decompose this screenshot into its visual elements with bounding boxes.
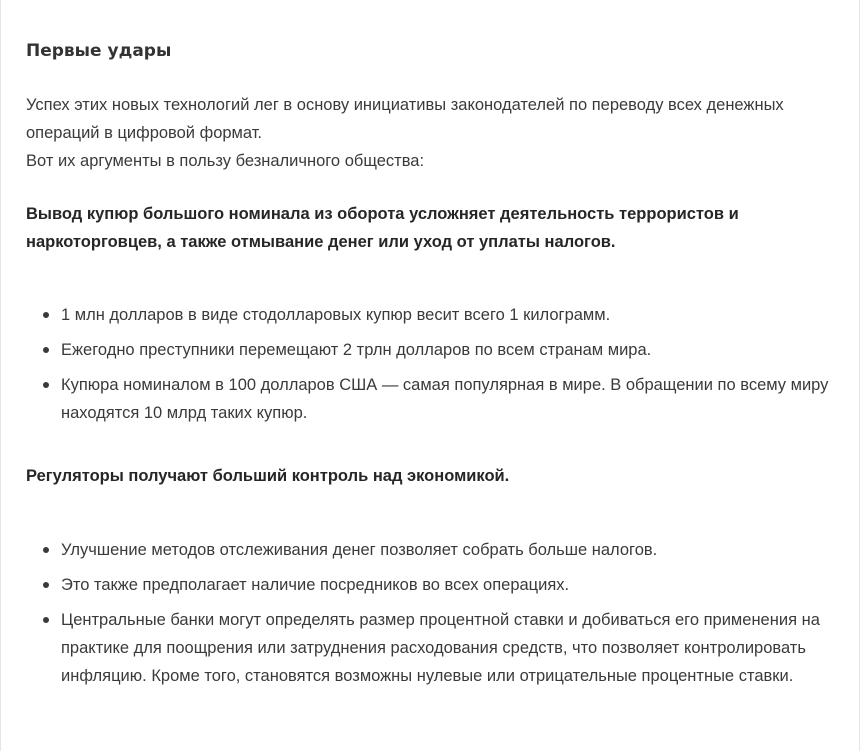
bullet-icon bbox=[43, 312, 49, 318]
list-item-text: Центральные банки могут определять размер процентной ставки и добиваться его применения на практике для поощрения или затруднения расходования средств, что позволяет контролировать инфляцию. Кроме того, становятся возможны нулевые или отрицательные процентные ставки. bbox=[61, 611, 820, 685]
argument-2-list bbox=[26, 536, 841, 690]
list-item bbox=[26, 301, 841, 329]
list-item-text: Улучшение методов отслеживания денег позволяет собрать больше налогов. bbox=[61, 541, 658, 559]
list-item bbox=[26, 336, 841, 364]
list-item-text: Это также предполагает наличие посредников во всех операциях. bbox=[61, 576, 570, 594]
argument-1-list bbox=[26, 301, 841, 427]
argument-2-title: Регуляторы получают больший контроль над экономикой. bbox=[26, 467, 510, 485]
bullet-icon bbox=[43, 347, 49, 353]
list-item bbox=[26, 571, 841, 599]
bullet-icon bbox=[43, 617, 49, 623]
bullet-icon bbox=[43, 382, 49, 388]
intro-paragraph bbox=[26, 91, 841, 175]
section-heading: Первые удары bbox=[26, 41, 172, 61]
argument-1-title: Вывод купюр большого номинала из оборота усложняет деятельность террористов и наркоторговцев, а также отмывание денег или уход от уплаты налогов. bbox=[26, 205, 739, 251]
list-item-text: 1 млн долларов в виде стодолларовых купюр весит всего 1 килограмм. bbox=[61, 306, 611, 324]
list-item bbox=[26, 606, 841, 690]
list-item bbox=[26, 536, 841, 564]
bullet-icon bbox=[43, 547, 49, 553]
intro-line-1: Успех этих новых технологий лег в основу инициативы законодателей по переводу всех денежных операций в цифровой формат. bbox=[26, 96, 784, 142]
article-content bbox=[26, 36, 841, 697]
list-item bbox=[26, 371, 841, 427]
bullet-icon bbox=[43, 582, 49, 588]
list-item-text: Купюра номиналом в 100 долларов США — самая популярная в мире. В обращении по всему миру находятся 10 млрд таких купюр. bbox=[61, 376, 829, 422]
list-item-text: Ежегодно преступники перемещают 2 трлн долларов по всем странам мира. bbox=[61, 341, 652, 359]
intro-line-2: Вот их аргументы в пользу безналичного общества: bbox=[26, 152, 425, 170]
